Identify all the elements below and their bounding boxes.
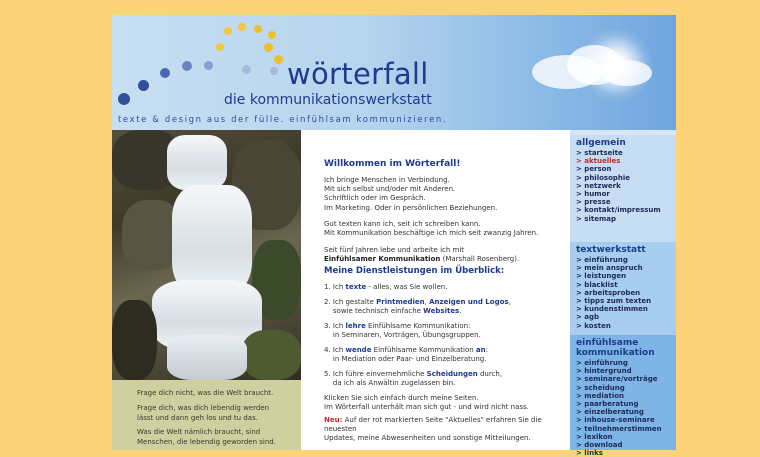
rock: [242, 330, 301, 380]
nav-link[interactable]: > aktuelles: [576, 157, 621, 166]
years-line-2: [324, 255, 519, 264]
link-lehre[interactable]: lehre: [345, 322, 366, 330]
nav-link[interactable]: > agb: [576, 313, 600, 322]
text: - alles, was Sie wollen.: [366, 283, 448, 291]
nav-link[interactable]: > links: [576, 449, 603, 457]
link-printmedien[interactable]: Printmedien: [376, 298, 425, 306]
nav-link[interactable]: > scheidung: [576, 383, 625, 392]
text: 1. Ich: [324, 283, 346, 291]
link-wende[interactable]: wende: [345, 346, 372, 354]
nav-link[interactable]: > teilnehmerstimmen: [576, 424, 662, 433]
years-line: [324, 246, 464, 255]
nav-link[interactable]: > download: [576, 441, 623, 449]
nav-link[interactable]: > kontakt/impressum: [576, 206, 661, 215]
quote-line: Frage dich nicht, was die Welt braucht.: [137, 389, 274, 397]
text: :: [485, 346, 488, 354]
tagline: texte & design aus der fülle. einfühlsam kommunizieren.: [118, 115, 448, 125]
text: 4. Ich: [324, 346, 346, 354]
logo-dot: [242, 65, 251, 74]
nav-heading: textwerkstatt: [576, 245, 646, 255]
text: .: [459, 307, 462, 315]
click-text: Klicken Sie sich einfach durch meine Seiten. Im Wörterfall unterhält man sich gut - und wird nicht nass.: [324, 394, 529, 412]
logo-dot: [160, 68, 170, 78]
nav-link[interactable]: > sitemap: [576, 214, 616, 223]
page: [112, 15, 676, 457]
logo-dot: [138, 80, 149, 91]
service-4: [324, 346, 488, 355]
service-3: [324, 322, 470, 331]
text: Einfühlsame Kommunikation:: [365, 322, 471, 330]
service-2b: [324, 307, 461, 316]
nav-link[interactable]: > humor: [576, 190, 610, 198]
nav-link[interactable]: > kundenstimmen: [576, 305, 648, 314]
quote-line: Frage dich, was dich lebendig werden lässt und dann geh los und tu das.: [137, 404, 270, 422]
text: sowie technisch einfache: [324, 307, 424, 315]
logo-dot: [224, 27, 232, 35]
text: durch,: [477, 370, 503, 378]
service-5b: da ich als Anwältin zugelassen bin.: [324, 379, 456, 387]
nav-link[interactable]: > einzelberatung: [576, 408, 644, 417]
link-websites[interactable]: Websites: [423, 307, 460, 315]
welcome-heading: Willkommen im Wörterfall!: [324, 159, 461, 169]
text: ,: [508, 298, 511, 306]
logo-dot: [254, 25, 262, 33]
quote-box: [112, 380, 301, 450]
nav-link[interactable]: > mein anspruch: [576, 264, 643, 273]
news-note: [324, 416, 574, 444]
logo-dot: [268, 31, 276, 39]
nav-link[interactable]: > presse: [576, 198, 611, 207]
ek-bold: Einfühlsamer Kommunikation: [324, 255, 441, 263]
nav-heading: einfühlsame kommunikation: [576, 338, 655, 358]
nav-link[interactable]: > seminare/vorträge: [576, 375, 658, 384]
nav-link[interactable]: > einführung: [576, 256, 628, 264]
nav-link[interactable]: > person: [576, 165, 612, 174]
nav-link[interactable]: > tipps zum texten: [576, 297, 652, 305]
service-1: [324, 283, 447, 292]
water: [167, 335, 247, 380]
nav-link[interactable]: > leistungen: [576, 272, 627, 281]
nav-link[interactable]: > blacklist: [576, 280, 618, 289]
write-text: Gut texten kann ich, seit ich schreiben kann. Mit Kommunikation beschäftige ich mich seit zwanzig Jahren.: [324, 220, 539, 238]
logo-title[interactable]: wörterfall: [287, 57, 429, 91]
waterfall-photo: [112, 130, 301, 380]
header-banner: [112, 15, 676, 130]
service-5: [324, 370, 502, 379]
link-texte[interactable]: texte: [345, 283, 367, 291]
water: [172, 185, 252, 295]
link-an[interactable]: an: [475, 346, 486, 354]
nav-link[interactable]: > mediation: [576, 391, 625, 400]
logo-dot: [182, 61, 192, 71]
nav-heading: allgemein: [576, 138, 626, 148]
sun-icon: [578, 27, 654, 103]
text: ,: [424, 298, 430, 306]
years-text: Seit fünf Jahren lebe und arbeite ich mit: [324, 246, 465, 254]
nav-link[interactable]: > einführung: [576, 359, 628, 367]
text: 2. Ich gestalte: [324, 298, 377, 306]
nav-link[interactable]: > startseite: [576, 149, 623, 157]
service-4b: in Mediation oder Paar- und Einzelberatung.: [324, 355, 487, 363]
water: [167, 135, 227, 190]
nav-link[interactable]: > arbeitsproben: [576, 288, 641, 297]
rock: [112, 300, 157, 380]
new-label: Neu:: [324, 416, 343, 424]
logo-dot: [238, 23, 246, 31]
logo-dot: [118, 93, 130, 105]
nav-link[interactable]: > paarberatung: [576, 400, 639, 408]
quote-line: Was die Welt nämlich braucht, sind Menschen, die lebendig geworden sind.: [137, 428, 276, 446]
nav-section-1: [570, 242, 676, 335]
sidebar-nav: [570, 130, 676, 457]
text: 5. Ich führe einvernehmliche: [324, 370, 427, 378]
service-3b: in Seminaren, Vorträgen, Übungsgruppen.: [324, 331, 481, 339]
logo-dot: [270, 67, 278, 75]
logo-dot: [274, 55, 283, 64]
services-heading: Meine Dienstleistungen im Überblick:: [324, 266, 505, 276]
nav-section-2: [570, 335, 676, 457]
text: Einfühlsame Kommunikation: [371, 346, 476, 354]
intro-text: Ich bringe Menschen in Verbindung. Mit sich selbst und/oder mit Anderen. Schriftlich oder im Gespräch. Im Marketing. Oder in persönlichen Beziehungen.: [324, 176, 498, 212]
nav-link[interactable]: > inhouse-seminare: [576, 416, 655, 425]
nav-section-0: [570, 135, 676, 242]
link-scheidungen[interactable]: Scheidungen: [426, 370, 478, 378]
logo-subtitle: die kommunikationswerkstatt: [224, 92, 432, 108]
logo-dot: [204, 61, 213, 70]
new-text: Auf der rot markierten Seite "Aktuelles" erfahren Sie die neuesten Updates, meine Abwesenheiten und sonstige Mitteilungen.: [324, 416, 542, 443]
nav-link[interactable]: > netzwerk: [576, 181, 621, 190]
nav-link[interactable]: > philosophie: [576, 173, 631, 182]
nav-link[interactable]: > hintergrund: [576, 367, 632, 376]
text: 3. Ich: [324, 322, 346, 330]
service-2: [324, 298, 511, 307]
link-anzeigen-logos[interactable]: Anzeigen und Logos: [429, 298, 509, 306]
years-rest: (Marshall Rosenberg).: [440, 255, 520, 263]
nav-link[interactable]: > kosten: [576, 321, 611, 330]
logo-dot: [264, 43, 273, 52]
logo-dot: [216, 43, 224, 51]
nav-link[interactable]: > lexikon: [576, 432, 613, 441]
